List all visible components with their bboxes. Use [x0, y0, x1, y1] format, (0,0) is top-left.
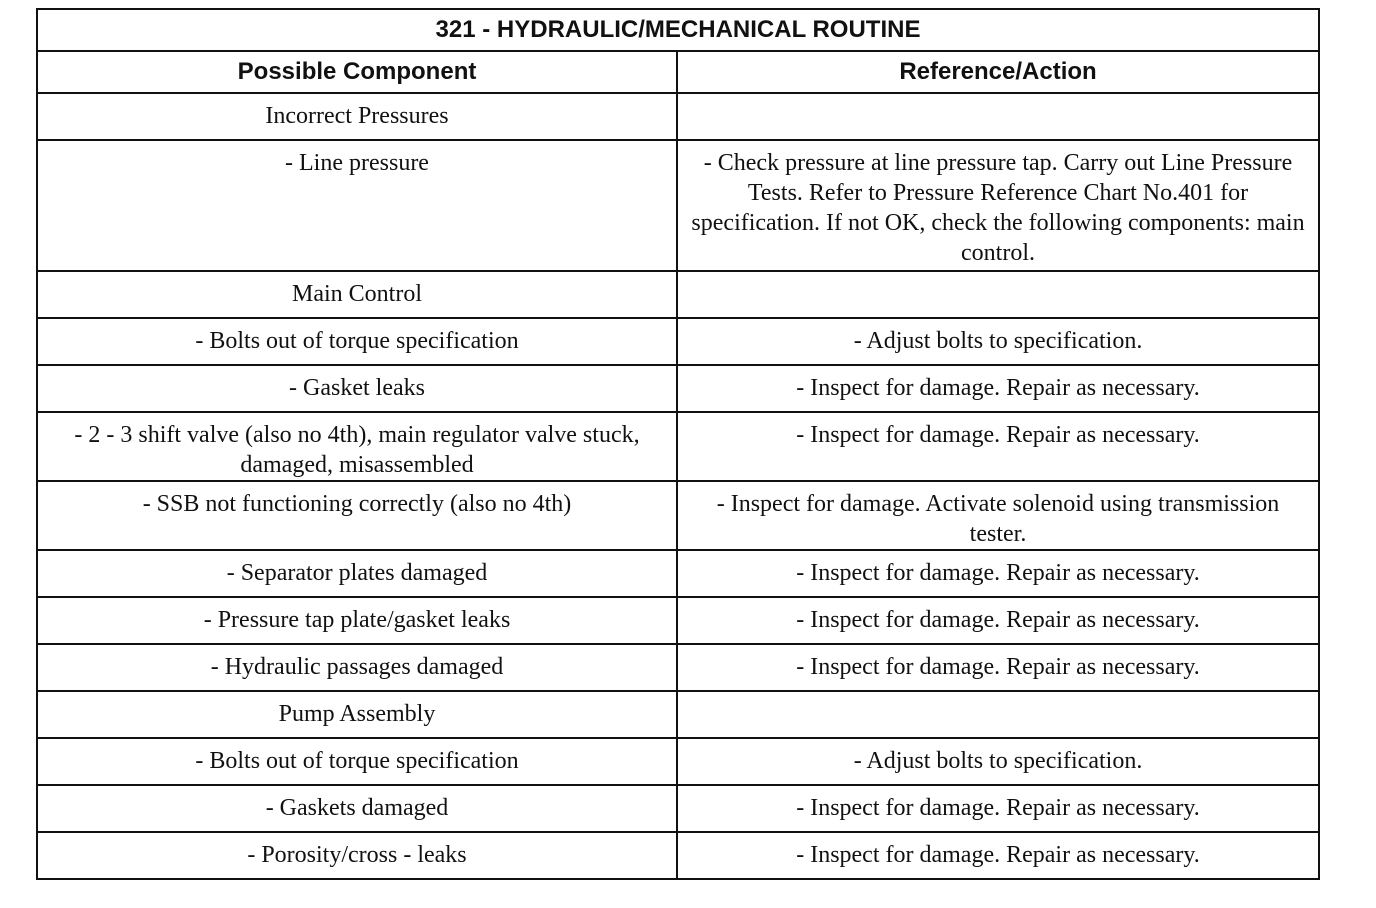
table-row [37, 738, 1319, 785]
component-cell: Incorrect Pressures [37, 93, 677, 140]
table-row [37, 140, 1319, 271]
table-row [37, 644, 1319, 691]
component-cell: - Line pressure [37, 140, 677, 271]
component-cell: - 2 - 3 shift valve (also no 4th), main regulator valve stuck, damaged, misassembled [37, 412, 677, 481]
table-row [37, 785, 1319, 832]
table-row [37, 832, 1319, 879]
component-cell: - Bolts out of torque specification [37, 738, 677, 785]
component-cell: - Gaskets damaged [37, 785, 677, 832]
component-cell: - Porosity/cross - leaks [37, 832, 677, 879]
component-cell: - Hydraulic passages damaged [37, 644, 677, 691]
table-row [37, 365, 1319, 412]
action-cell [677, 93, 1319, 140]
table-row [37, 597, 1319, 644]
routine-table [36, 8, 1320, 880]
component-cell: - Separator plates damaged [37, 550, 677, 597]
header-possible-component: Possible Component [37, 51, 677, 93]
action-cell: - Inspect for damage. Repair as necessary. [677, 785, 1319, 832]
action-cell: - Inspect for damage. Repair as necessary. [677, 550, 1319, 597]
header-reference-action: Reference/Action [677, 51, 1319, 93]
action-cell: - Adjust bolts to specification. [677, 738, 1319, 785]
routine-sheet [36, 8, 1318, 880]
action-cell: - Check pressure at line pressure tap. Carry out Line Pressure Tests. Refer to Pressure Reference Chart No.401 for specification. If not OK, check the following components: main control. [677, 140, 1319, 271]
header-row [37, 51, 1319, 93]
component-cell: - Pressure tap plate/gasket leaks [37, 597, 677, 644]
action-cell [677, 271, 1319, 318]
table-row [37, 550, 1319, 597]
table-row [37, 481, 1319, 550]
action-cell: - Inspect for damage. Repair as necessary. [677, 644, 1319, 691]
component-cell: - Gasket leaks [37, 365, 677, 412]
table-row [37, 318, 1319, 365]
action-cell: - Inspect for damage. Repair as necessary. [677, 597, 1319, 644]
action-cell: - Inspect for damage. Repair as necessary. [677, 832, 1319, 879]
component-cell: - Bolts out of torque specification [37, 318, 677, 365]
action-cell [677, 691, 1319, 738]
action-cell: - Inspect for damage. Repair as necessary. [677, 412, 1319, 481]
action-cell: - Adjust bolts to specification. [677, 318, 1319, 365]
action-cell: - Inspect for damage. Repair as necessary. [677, 365, 1319, 412]
component-cell: Main Control [37, 271, 677, 318]
table-title: 321 - HYDRAULIC/MECHANICAL ROUTINE [37, 9, 1319, 51]
action-cell: - Inspect for damage. Activate solenoid using transmission tester. [677, 481, 1319, 550]
table-row [37, 412, 1319, 481]
table-row [37, 271, 1319, 318]
component-cell: - SSB not functioning correctly (also no 4th) [37, 481, 677, 550]
table-row [37, 691, 1319, 738]
title-row [37, 9, 1319, 51]
component-cell: Pump Assembly [37, 691, 677, 738]
table-row [37, 93, 1319, 140]
